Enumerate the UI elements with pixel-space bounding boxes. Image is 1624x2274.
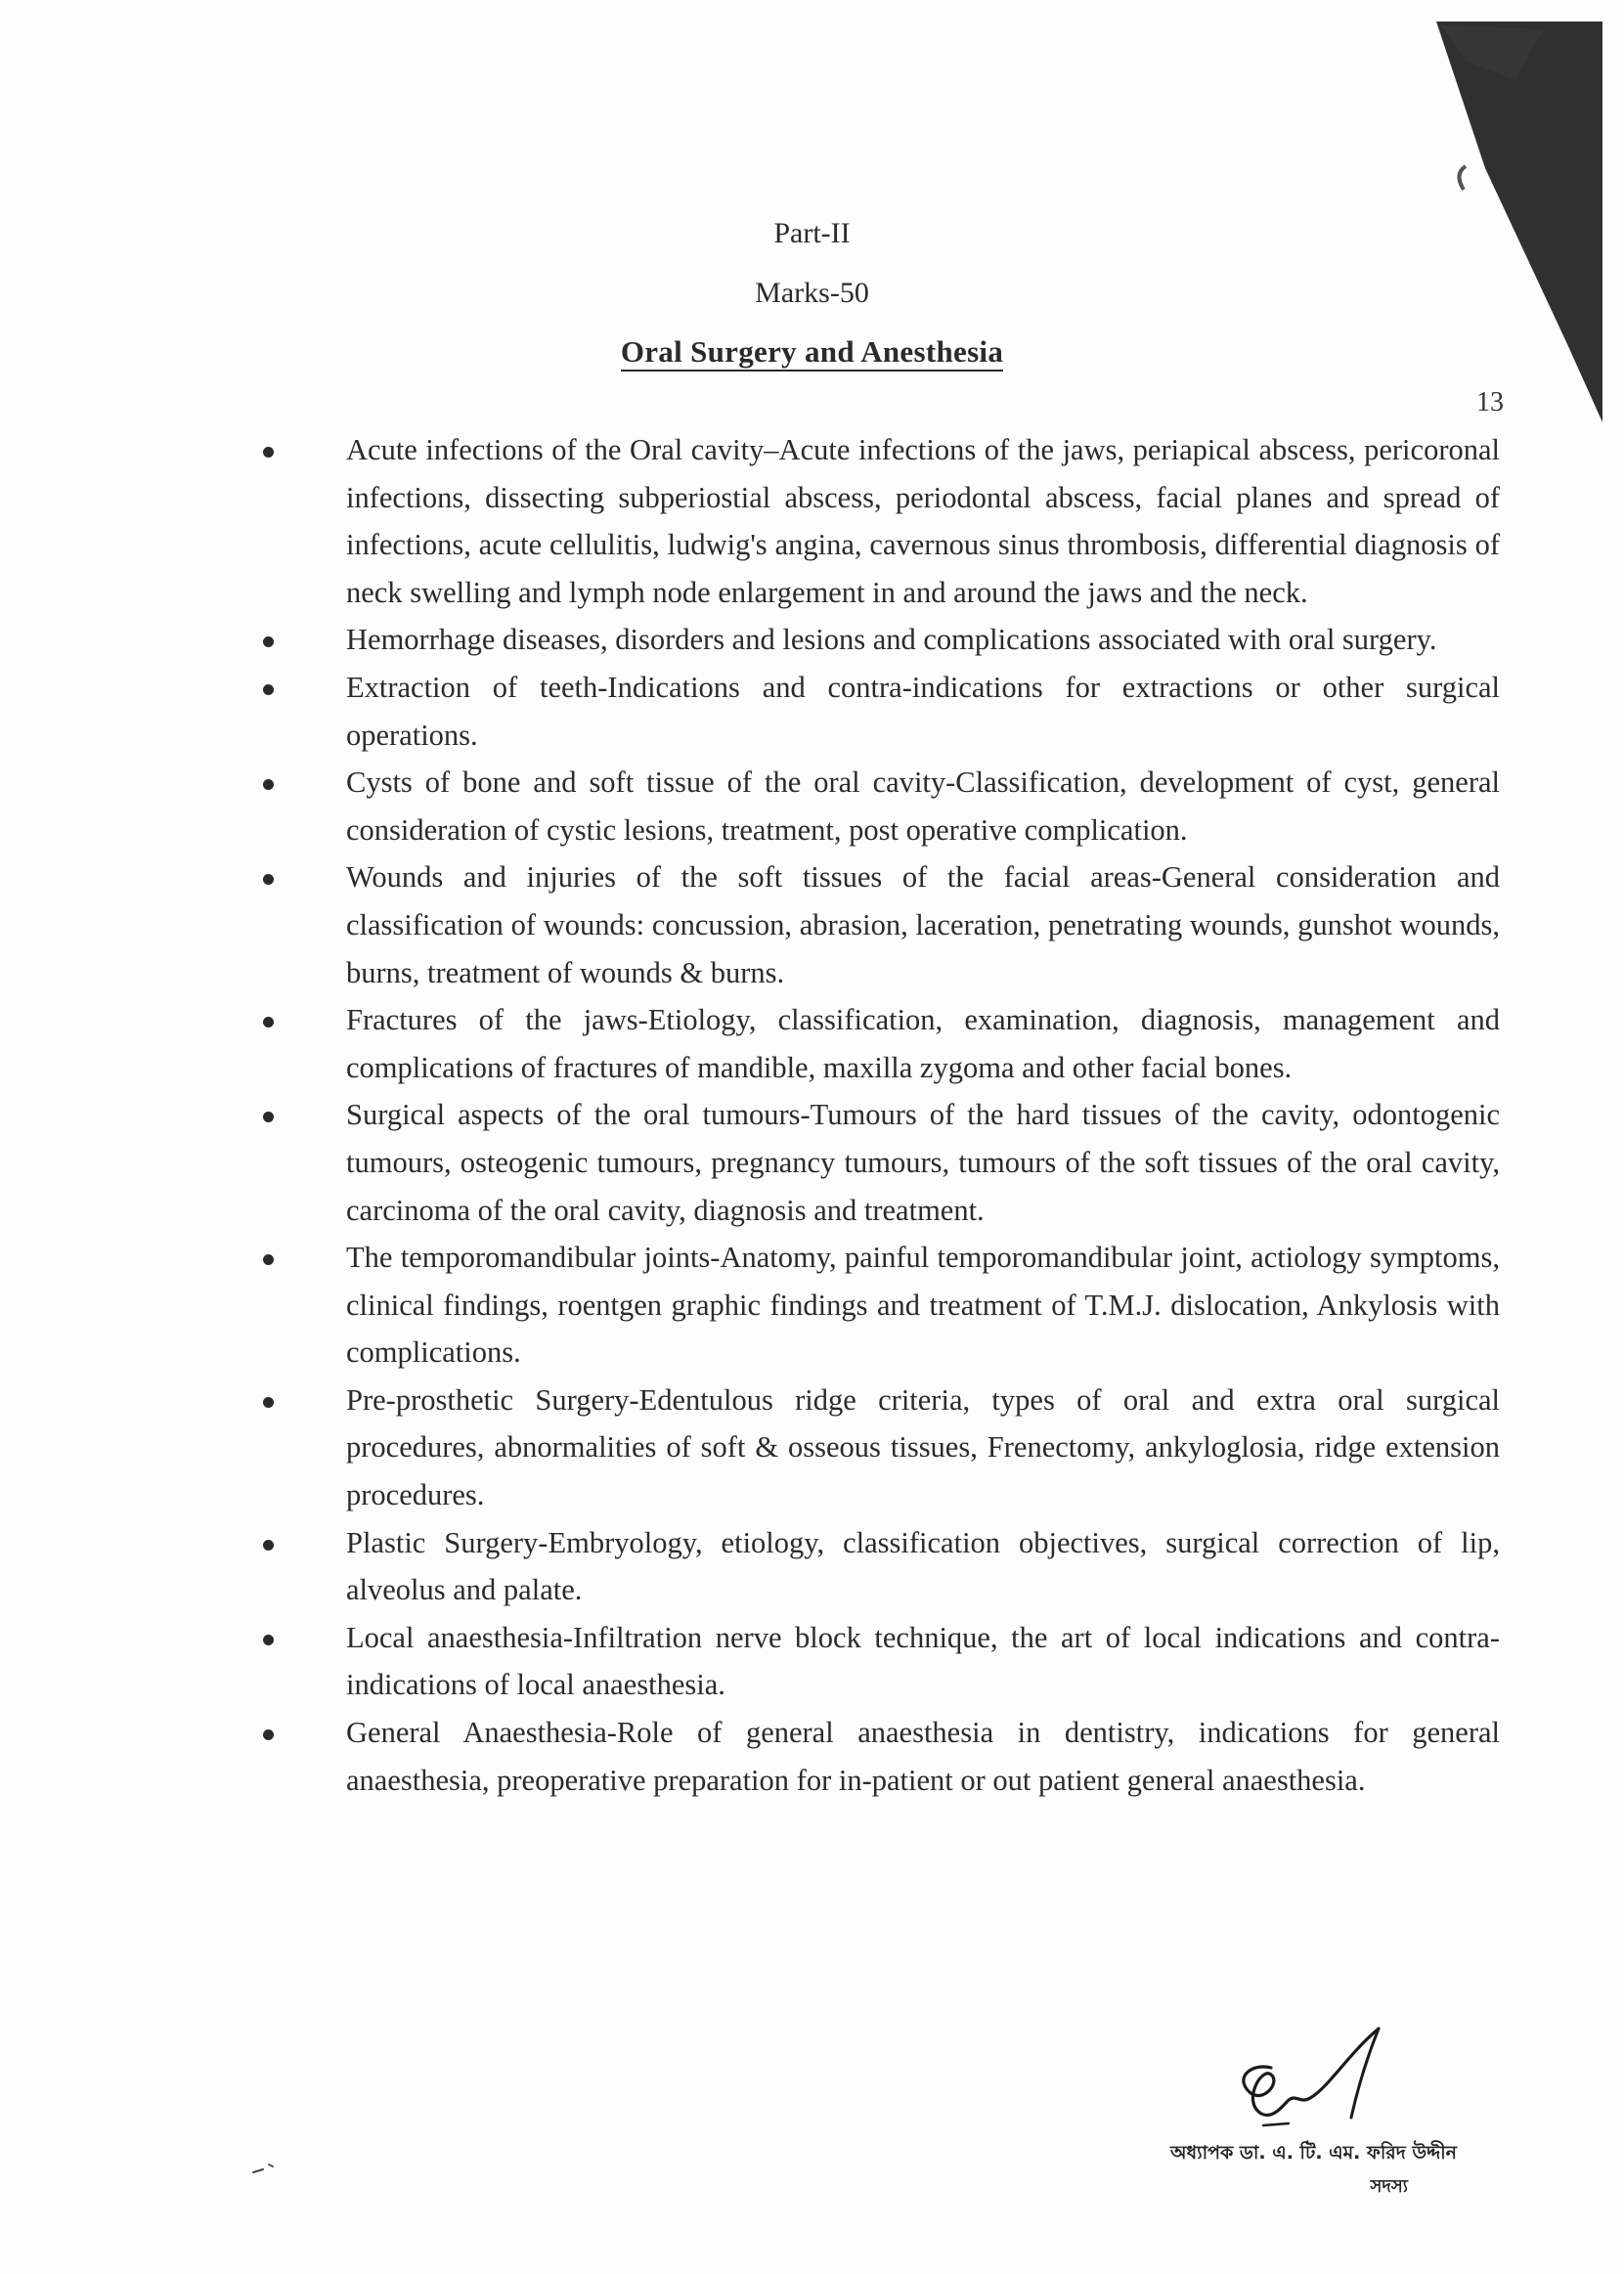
topic-item bbox=[0, 759, 1500, 853]
section-title bbox=[0, 334, 1624, 370]
topic-item bbox=[0, 853, 1500, 996]
topic-item bbox=[0, 616, 1500, 664]
topic-item bbox=[0, 1614, 1500, 1709]
bullet-icon bbox=[263, 684, 274, 695]
topic-text: Fractures of the jaws-Etiology, classification, examination, diagnosis, management and complications of fractures of mandible, maxilla zygoma and other facial bones. bbox=[346, 1003, 1500, 1084]
topic-text: Acute infections of the Oral cavity–Acute infections of the jaws, periapical abscess, pericoronal infections, dissecting subperiostial abscess, periodontal abscess, facial planes and spread of infections, acute cellulitis, ludwig's angina, cavernous sinus thrombosis, differential diagnosis of neck swelling and lymph node enlargement in and around the jaws and the neck. bbox=[346, 433, 1500, 609]
bullet-icon bbox=[263, 1397, 274, 1408]
topic-item bbox=[0, 1234, 1500, 1377]
scan-speck bbox=[249, 2161, 277, 2176]
topic-item bbox=[0, 1519, 1500, 1614]
topic-list bbox=[0, 426, 1624, 1804]
bullet-icon bbox=[263, 1254, 274, 1265]
bullet-icon bbox=[263, 1112, 274, 1122]
topic-text: Extraction of teeth-Indications and contra-indications for extractions or other surgical operations. bbox=[346, 670, 1500, 752]
topic-item bbox=[0, 664, 1500, 759]
bullet-icon bbox=[263, 1540, 274, 1551]
part-label: Part-II bbox=[773, 217, 851, 249]
topic-item bbox=[0, 426, 1500, 616]
topic-text: Wounds and injuries of the soft tissues of the facial areas-General consideration and classification of wounds: concussion, abrasion, laceration, penetrating wounds, gunshot wounds, burns, treatment of wounds & burns. bbox=[346, 860, 1500, 989]
bullet-icon bbox=[263, 1635, 274, 1645]
topic-text: Local anaesthesia-Infiltration nerve block technique, the art of local indications and contra-indications of local anaesthesia. bbox=[346, 1620, 1500, 1702]
topic-item bbox=[0, 996, 1500, 1091]
topic-text: General Anaesthesia-Role of general anaesthesia in dentistry, indications for general anaesthesia, preoperative preparation for in-patient or out patient general anaesthesia. bbox=[346, 1716, 1500, 1797]
marks-label: Marks-50 bbox=[755, 277, 869, 309]
topic-text: Pre-prosthetic Surgery-Edentulous ridge criteria, types of oral and extra oral surgical procedures, abnormalities of soft & osseous tissues, Frenectomy, ankyloglosia, ridge extension procedures. bbox=[346, 1382, 1500, 1512]
topic-text: Surgical aspects of the oral tumours-Tumours of the hard tissues of the cavity, odontogenic tumours, osteogenic tumours, pregnancy tumours, tumours of the soft tissues of the oral cavity, carcinoma of the oral cavity, diagnosis and treatment. bbox=[346, 1098, 1500, 1227]
topic-item bbox=[0, 1709, 1500, 1804]
bullet-icon bbox=[263, 1729, 274, 1740]
topic-text: The temporomandibular joints-Anatomy, painful temporomandibular joint, actiology symptoms, clinical findings, roentgen graphic findings and treatment of T.M.J. dislocation, Ankylosis with complications. bbox=[346, 1241, 1500, 1370]
bullet-icon bbox=[263, 874, 274, 885]
page-number: 13 bbox=[1476, 387, 1504, 417]
bullet-icon bbox=[263, 1017, 274, 1028]
bullet-icon bbox=[263, 636, 274, 647]
signatory-role: সদস্য bbox=[1370, 2176, 1408, 2197]
section-title-text: Oral Surgery and Anesthesia bbox=[621, 334, 1003, 372]
signatory-name: অধ্যাপক ডা. এ. টি. এম. ফরিদ উদ্দীন bbox=[1169, 2142, 1457, 2164]
topic-text: Plastic Surgery-Embryology, etiology, classification objectives, surgical correction of lip, alveolus and palate. bbox=[346, 1525, 1500, 1607]
topic-item bbox=[0, 1091, 1500, 1234]
bullet-icon bbox=[263, 779, 274, 790]
topic-item bbox=[0, 1377, 1500, 1519]
bullet-icon bbox=[263, 447, 274, 458]
topic-text: Hemorrhage diseases, disorders and lesions and complications associated with oral surgery. bbox=[346, 623, 1437, 657]
handwritten-signature bbox=[1212, 2024, 1408, 2131]
topic-text: Cysts of bone and soft tissue of the oral cavity-Classification, development of cyst, general consideration of cystic lesions, treatment, post operative complication. bbox=[346, 765, 1500, 847]
